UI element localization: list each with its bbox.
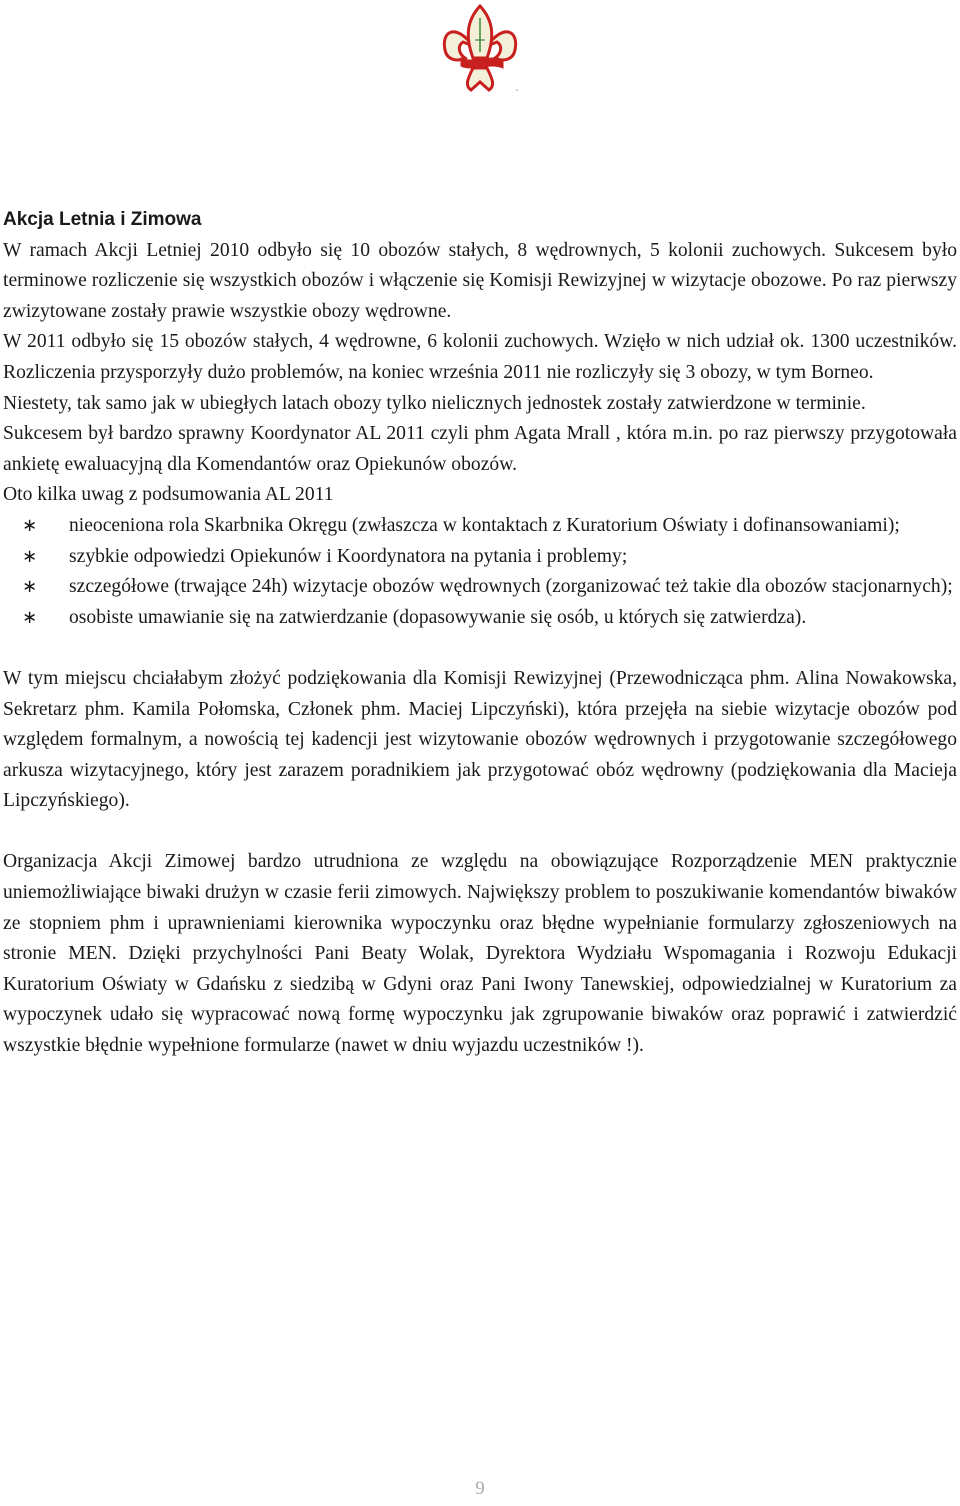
spacer (3, 817, 957, 848)
paragraph: W ramach Akcji Letniej 2010 odbyło się 10 obozów stałych, 8 wędrownych, 5 kolonii zuchowych. Sukcesem było terminowe rozliczenie się wszystkich obozów i włączenie się Komisji Rewizyjnej w wizytacje obozowe. Po raz pierwszy zwizytowane zostały prawie wszystkie obozy wędrowne. (3, 239, 957, 322)
asterisk-bullet-icon: ∗ (22, 576, 38, 598)
asterisk-bullet-icon: ∗ (22, 514, 38, 536)
list-item-text: szczegółowe (trwające 24h) wizytacje obozów wędrownych (zorganizować też takie dla obozów stacjonarnych); (69, 576, 953, 598)
fleur-de-lis-icon (437, 2, 523, 94)
paragraph: W 2011 odbyło się 15 obozów stałych, 4 wędrowne, 6 kolonii zuchowych. Wzięło w nich udział ok. 1300 uczestników. Rozliczenia przysporzyły dużo problemów, na koniec września 2011 nie rozliczyły się 3 obozy, w tym Borneo. (3, 331, 957, 383)
bullet-list (3, 511, 957, 633)
paragraph: Sukcesem był bardzo sprawny Koordynator AL 2011 czyli phm Agata Mrall , która m.in. po raz pierwszy przygotowała ankietę ewaluacyjną dla Komendantów oraz Opiekunów obozów. (3, 423, 957, 475)
list-item (22, 603, 957, 634)
spacer (3, 633, 957, 664)
paragraph-winter: Organizacja Akcji Zimowej bardzo utrudniona ze względu na obowiązujące Rozporządzenie MEN praktycznie uniemożliwiające biwaki drużyn w czasie ferii zimowych. Największy problem to poszukiwanie komendantów biwaków ze stopniem phm i uprawnieniami kierownika wypoczynku oraz błędne wypełnianie formularzy zgłoszeniowych na stronie MEN. Dzięki przychylności Pani Beaty Wolak, Dyrektora Wydziału Wspomagania i Rozwoju Edukacji Kuratorium Oświaty w Gdańsku z siedzibą w Gdyni oraz Pani Iwony Tanewskiej, odpowiedzialnej w Kuratorium za wypoczynek udało się wypracować nową formę wypoczynku jak zgrupowanie biwaków oraz poprawić i zatwierdzić wszystkie błędnie wypełnione formularze (nawet w dniu wyjazdu uczestników !). (3, 851, 957, 1057)
asterisk-bullet-icon: ∗ (22, 606, 38, 628)
paragraph: Niestety, tak samo jak w ubiegłych latach obozy tylko nielicznych jednostek zostały zatwierdzone w terminie. (3, 392, 866, 414)
section-heading: Akcja Letnia i Zimowa (3, 209, 202, 230)
list-item (22, 572, 957, 603)
list-item (22, 511, 957, 542)
list-item (22, 542, 957, 573)
paragraph-thanks: W tym miejscu chciałabym złożyć podziękowania dla Komisji Rewizyjnej (Przewodnicząca phm. Alina Nowakowska, Sekretarz phm. Kamila Połomska, Członek phm. Maciej Lipczyński), która przejęła na siebie wizytacje obozów pod względem formalnym, a nowością tej kadencji jest wizytowanie obozów wędrownych i przygotowanie szczegółowego arkusza wizytacyjnego, który jest zarazem poradnikiem jak przygotować obóz wędrowny (podziękowania dla Macieja Lipczyńskiego). (3, 667, 957, 812)
page-number: 9 (475, 1478, 485, 1499)
document-body (3, 205, 957, 1062)
list-item-text: osobiste umawianie się na zatwierdzanie (dopasowywanie się osób, u których się zatwierdza). (69, 606, 807, 628)
list-item-text: nieoceniona rola Skarbnika Okręgu (zwłaszcza w kontaktach z Kuratorium Oświaty i dofinansowaniami); (69, 514, 900, 536)
paragraph: Oto kilka uwag z podsumowania AL 2011 (3, 484, 334, 506)
list-item-text: szybkie odpowiedzi Opiekunów i Koordynatora na pytania i problemy; (69, 545, 628, 567)
asterisk-bullet-icon: ∗ (22, 545, 38, 567)
